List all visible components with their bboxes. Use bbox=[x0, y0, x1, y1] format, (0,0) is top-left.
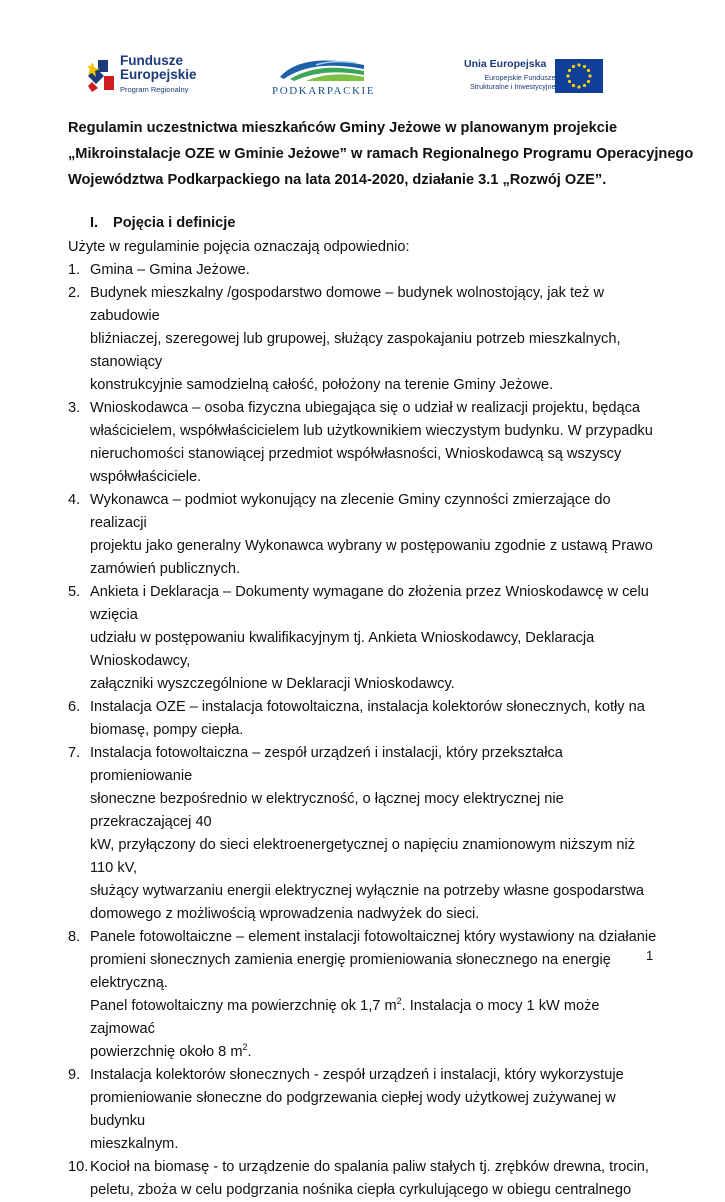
title-line: „Mikroinstalacje OZE w Gminie Jeżowe” w ramach Regionalnego Programu Operacyjnego bbox=[68, 146, 694, 162]
item-number: 1. bbox=[68, 262, 81, 278]
list-item bbox=[68, 742, 658, 926]
list-item bbox=[68, 926, 658, 1064]
section-number: I. bbox=[90, 215, 99, 231]
superscript: 2 bbox=[396, 996, 402, 1007]
ue-sub-line2: Strukturalne i Inwestycyjne bbox=[470, 82, 556, 91]
fe-emblem-icon bbox=[86, 56, 116, 94]
item-line: właścicielem, współwłaścicielem lub użytkownikiem wieczystym budynku. W przypadku bbox=[90, 423, 653, 439]
item-line: konstrukcyjnie samodzielną całość, położony na terenie Gminy Jeżowe. bbox=[90, 377, 554, 393]
item-line: słoneczne bezpośrednio w elektryczność, o łącznej mocy elektrycznej nie przekraczającej 40 bbox=[90, 791, 564, 830]
title-line: Regulamin uczestnictwa mieszkańców Gminy Jeżowe w planowanym projekcie bbox=[68, 120, 618, 136]
fe-subtitle: Program Regionalny bbox=[120, 85, 189, 94]
superscript: 2 bbox=[242, 1042, 248, 1053]
list-item bbox=[68, 696, 658, 742]
item-line: Wykonawca – podmiot wykonujący na zlecenie Gminy czynności zmierzające do realizacji bbox=[90, 492, 611, 531]
item-line: peletu, zboża w celu podgrzania nośnika ciepła cyrkulującego w obiegu centralnego bbox=[90, 1182, 632, 1198]
intro-text: Użyte w regulaminie pojęcia oznaczają odpowiednio: bbox=[68, 239, 410, 255]
item-line: promieni słonecznych zamienia energię promieniowania słonecznego na energię elektryczną. bbox=[90, 952, 611, 991]
item-line bbox=[90, 1041, 658, 1064]
ue-title: Unia Europejska bbox=[464, 58, 547, 70]
item-line: zamówień publicznych. bbox=[90, 561, 241, 577]
list-item bbox=[68, 397, 658, 489]
fundusze-europejskie-logo bbox=[86, 50, 206, 102]
item-number: 10. bbox=[68, 1159, 89, 1175]
podkarpackie-text: PODKARPACKIE bbox=[272, 85, 376, 97]
list-item bbox=[68, 581, 658, 696]
item-line: załączniki wyszczególnione w Deklaracji Wnioskodawcy. bbox=[90, 676, 455, 692]
item-number: 7. bbox=[68, 745, 81, 761]
item-number: 2. bbox=[68, 285, 81, 301]
list-item bbox=[68, 282, 658, 397]
item-line: kW, przyłączony do sieci elektroenergetycznej o napięciu znamionowym niższym niż 110 kV, bbox=[90, 837, 636, 876]
document-title bbox=[68, 115, 694, 193]
definitions-list bbox=[68, 259, 658, 1202]
item-line: Instalacja OZE – instalacja fotowoltaiczna, instalacja kolektorów słonecznych, kotły na bbox=[90, 699, 645, 715]
fe-line2: Europejskie bbox=[120, 67, 197, 82]
item-line: współwłaściciele. bbox=[90, 469, 202, 485]
list-item bbox=[68, 259, 658, 282]
title-line: Województwa Podkarpackiego na lata 2014-2020, działanie 3.1 „Rozwój OZE”. bbox=[68, 172, 607, 188]
item-line bbox=[90, 995, 658, 1041]
podkarpackie-hills-icon bbox=[276, 55, 368, 83]
item-line-text: powierzchnię około 8 m bbox=[90, 1044, 243, 1060]
item-number: 8. bbox=[68, 929, 81, 945]
item-line: Panele fotowoltaiczne – element instalacji fotowoltaicznej który wystawiony na działanie bbox=[90, 929, 657, 945]
header-logos bbox=[0, 0, 725, 110]
item-line: Ankieta i Deklaracja – Dokumenty wymagane do złożenia przez Wnioskodawcę w celu wzięcia bbox=[90, 584, 649, 623]
item-line: domowego z możliwością wprowadzenia nadwyżek do sieci. bbox=[90, 906, 480, 922]
item-number: 9. bbox=[68, 1067, 81, 1083]
item-line: Kocioł na biomasę - to urządzenie do spalania paliw stałych tj. zrębków drewna, trocin, bbox=[90, 1159, 649, 1175]
section-title: Pojęcia i definicje bbox=[113, 215, 236, 231]
item-line: Instalacja fotowoltaiczna – zespół urządzeń i instalacji, który przekształca promieniowanie bbox=[90, 745, 563, 784]
item-number: 3. bbox=[68, 400, 81, 416]
item-line: Wnioskodawca – osoba fizyczna ubiegająca się o udział w realizacji projektu, będąca bbox=[90, 400, 641, 416]
item-line: promieniowanie słoneczne do podgrzewania ciepłej wody użytkowej zużywanej w budynku bbox=[90, 1090, 616, 1129]
item-line-text: . bbox=[247, 1044, 252, 1060]
item-line: bliźniaczej, szeregowej lub grupowej, służący zaspokajaniu potrzeb mieszkalnych, stanowiący bbox=[90, 331, 621, 370]
item-number: 5. bbox=[68, 584, 81, 600]
eu-flag-icon bbox=[555, 59, 603, 93]
item-line: Instalacja kolektorów słonecznych - zespół urządzeń i instalacji, który wykorzystuje bbox=[90, 1067, 624, 1083]
item-line: Gmina – Gmina Jeżowe. bbox=[90, 262, 250, 278]
unia-europejska-logo bbox=[458, 58, 608, 98]
item-number: 6. bbox=[68, 699, 81, 715]
item-line: projektu jako generalny Wykonawca wybrany w postępowaniu zgodnie z ustawą Prawo bbox=[90, 538, 653, 554]
item-line-text: . Instalacja o mocy 1 kW może zajmować bbox=[90, 998, 600, 1037]
fe-line1: Fundusze bbox=[120, 53, 183, 68]
ue-subtitle bbox=[470, 73, 556, 91]
item-line: mieszkalnym. bbox=[90, 1136, 179, 1152]
podkarpackie-logo bbox=[270, 55, 380, 101]
item-line: Budynek mieszkalny /gospodarstwo domowe – budynek wolnostojący, jak też w zabudowie bbox=[90, 285, 605, 324]
item-line: udziału w postępowaniu kwalifikacyjnym tj. Ankieta Wnioskodawcy, Deklaracja Wnioskodawcy, bbox=[90, 630, 595, 669]
item-line-text: Panel fotowoltaiczny ma powierzchnię ok 1,7 m bbox=[90, 998, 397, 1014]
item-line: służący wytwarzaniu energii elektrycznej wyłącznie na potrzeby własne gospodarstwa bbox=[90, 883, 645, 899]
list-item bbox=[68, 1064, 658, 1156]
list-item bbox=[68, 489, 658, 581]
item-line: biomasę, pompy ciepła. bbox=[90, 722, 244, 738]
section-heading bbox=[68, 210, 658, 236]
page-number: 1 bbox=[646, 948, 654, 963]
list-item bbox=[68, 1156, 658, 1202]
ue-sub-line1: Europejskie Fundusze bbox=[484, 73, 556, 82]
document-body bbox=[68, 112, 694, 1202]
item-number: 4. bbox=[68, 492, 81, 508]
item-line: nieruchomości stanowiącej przedmiot współwłasności, Wnioskodawcą są wszyscy bbox=[90, 446, 622, 462]
